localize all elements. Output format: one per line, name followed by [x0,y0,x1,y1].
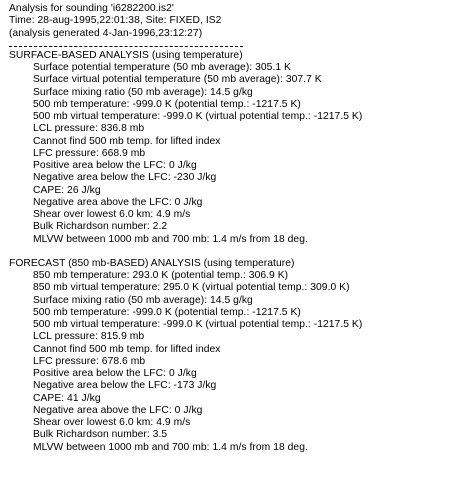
forecast-line: 850 mb virtual temperature: 295.0 K (virtual potential temp.: 309.0 K) [33,282,350,294]
forecast-line: 850 mb temperature: 293.0 K (potential temp.: 306.9 K) [33,270,289,281]
surface-line: 500 mb virtual temperature: -999.0 K (virtual potential temp.: -1217.5 K) [33,111,363,122]
forecast-line: Negative area below the LFC: -173 J/kg [33,380,217,392]
surface-line: Negative area above the LFC: 0 J/kg [33,196,203,208]
surface-analysis-list [9,62,459,246]
forecast-analysis-list [9,270,459,454]
forecast-line: Positive area below the LFC: 0 J/kg [33,368,197,379]
surface-line: CAPE: 26 J/kg [33,184,101,196]
forecast-line: Negative area above the LFC: 0 J/kg [33,404,203,416]
header-sounding-file: Analysis for sounding 'i6282200.is2' [9,3,174,14]
surface-line: Bulk Richardson number: 2.2 [33,221,168,233]
forecast-line: 500 mb temperature: -999.0 K (potential temp.: -1217.5 K) [33,306,301,318]
surface-line: Positive area below the LFC: 0 J/kg [33,160,197,171]
surface-line: Cannot find 500 mb temp. for lifted index [33,135,221,147]
surface-analysis-title: SURFACE-BASED ANALYSIS (using temperature) [9,49,243,61]
forecast-line: 500 mb virtual temperature: -999.0 K (virtual potential temp.: -1217.5 K) [33,319,363,330]
surface-line: Shear over lowest 6.0 km: 4.9 m/s [33,209,191,220]
surface-line: Surface potential temperature (50 mb average): 305.1 K [33,62,291,73]
forecast-line: Shear over lowest 6.0 km: 4.9 m/s [33,417,191,428]
section-spacer [9,246,459,258]
surface-line: MLVW between 1000 mb and 700 mb: 1.4 m/s from 18 deg. [33,233,308,245]
surface-line: Surface virtual potential temperature (50 mb average): 307.7 K [33,74,322,86]
forecast-line: Surface mixing ratio (50 mb average): 14.5 g/kg [33,294,253,306]
surface-line: LCL pressure: 836.8 mb [33,123,145,135]
forecast-line: LCL pressure: 815.9 mb [33,331,145,343]
header-divider [9,40,243,47]
forecast-line: LFC pressure: 678.6 mb [33,355,146,367]
forecast-line: MLVW between 1000 mb and 700 mb: 1.4 m/s from 18 deg. [33,441,308,453]
sounding-analysis-document [9,3,459,454]
forecast-line: CAPE: 41 J/kg [33,392,101,404]
surface-line: Negative area below the LFC: -230 J/kg [33,172,217,184]
forecast-line: Bulk Richardson number: 3.5 [33,429,168,441]
header-time-site: Time: 28-aug-1995,22:01:38, Site: FIXED, IS2 [9,15,222,27]
header-generated-date: (analysis generated 4-Jan-1996,23:12:27) [9,27,203,39]
surface-line: 500 mb temperature: -999.0 K (potential temp.: -1217.5 K) [33,98,301,110]
surface-line: Surface mixing ratio (50 mb average): 14.5 g/kg [33,86,253,98]
forecast-analysis-title: FORECAST (850 mb-BASED) ANALYSIS (using temperature) [9,257,295,269]
surface-line: LFC pressure: 668.9 mb [33,147,146,159]
forecast-line: Cannot find 500 mb temp. for lifted index [33,343,221,355]
